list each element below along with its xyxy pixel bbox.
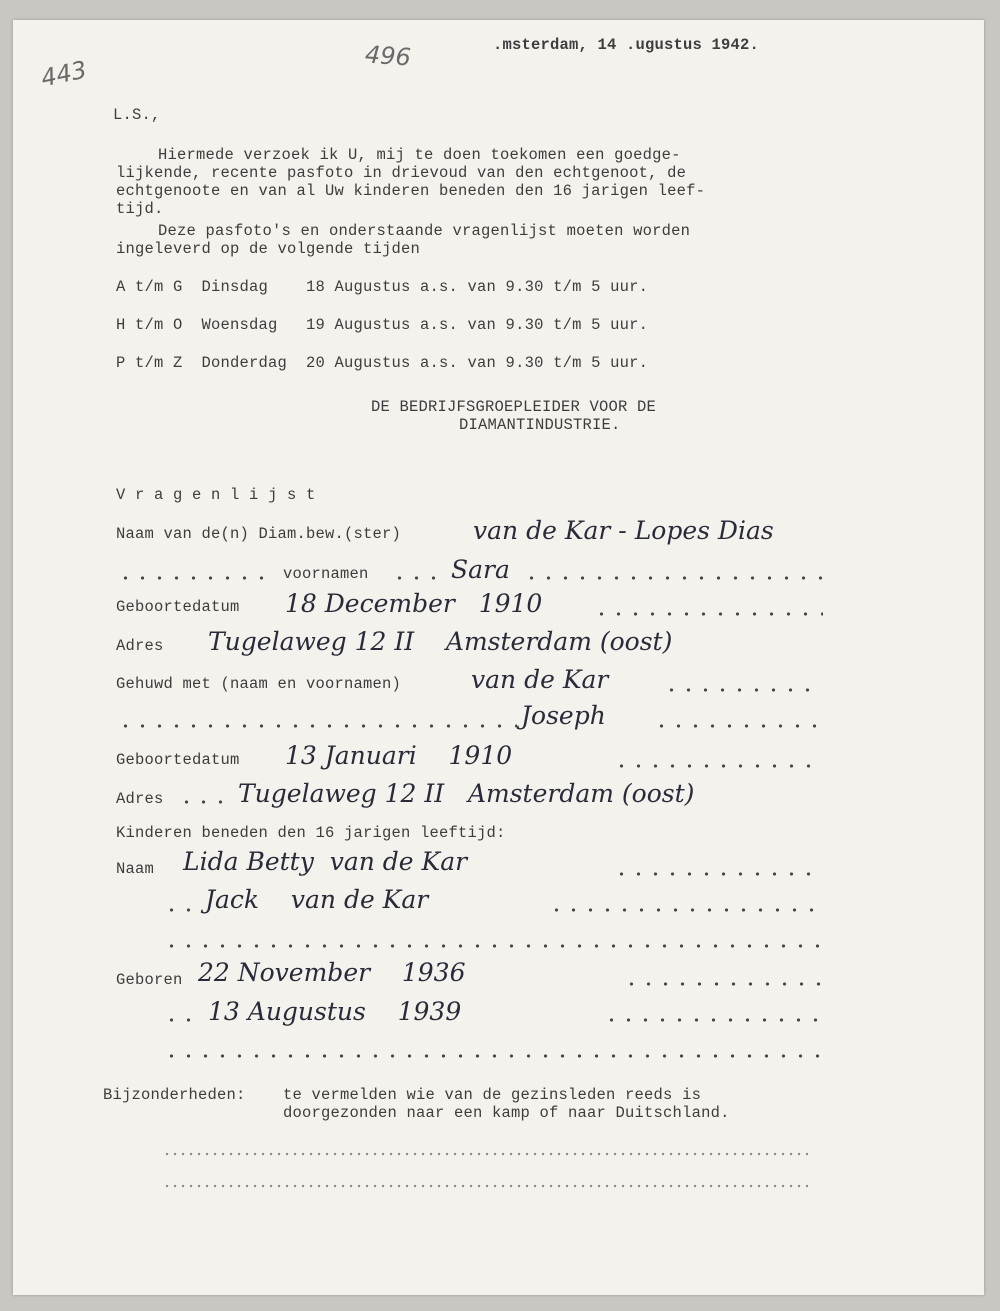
first-names-value: Sara xyxy=(451,555,510,584)
letter-para2-line1: Deze pasfoto's en onderstaande vragenlijst moeten worden xyxy=(158,222,691,240)
child-born: 22 November 1936 xyxy=(198,958,466,987)
schedule-row: H t/m O Woensdag 19 Augustus a.s. van 9.30 t/m 5 uur. xyxy=(116,316,649,334)
remarks-text-line2: doorgezonden naar een kamp of naar Duitschland. xyxy=(283,1104,730,1122)
letter-para1-line2: lijkende, recente pasfoto in drievoud van den echtgenoot, de xyxy=(116,164,687,182)
place-date: .msterdam, 14 .ugustus 1942. xyxy=(493,36,760,54)
address-value: Tugelaweg 12 II Amsterdam (oost) xyxy=(208,627,673,656)
letter-para1-line3: echtgenoote en van al Uw kinderen beneden den 16 jarigen leef- xyxy=(116,182,706,200)
first-names-label: voornamen xyxy=(283,565,369,583)
child-born: 13 Augustus 1939 xyxy=(208,997,462,1026)
dotted-leader xyxy=(391,576,446,580)
dotted-leader xyxy=(117,576,267,580)
birthdate-value: 18 December 1910 xyxy=(285,589,543,618)
pencil-note-left: 443 xyxy=(38,55,90,93)
dotted-leader xyxy=(163,1054,823,1058)
dotted-leader xyxy=(653,724,823,728)
remarks-label: Bijzonderheden: xyxy=(103,1086,246,1104)
letter-para2-line2: ingeleverd op de volgende tijden xyxy=(116,240,421,258)
schedule-row: P t/m Z Donderdag 20 Augustus a.s. van 9.30 t/m 5 uur. xyxy=(116,354,649,372)
dotted-leader xyxy=(663,688,823,692)
dotted-leader xyxy=(163,1184,808,1188)
name-value: van de Kar - Lopes Dias xyxy=(473,516,774,545)
spouse-first-names-value: Joseph xyxy=(521,701,606,730)
dotted-leader xyxy=(623,982,823,986)
signature-line1: DE BEDRIJFSGROEPLEIDER VOOR DE xyxy=(371,398,657,416)
dotted-leader xyxy=(593,612,823,616)
remarks-text-line1: te vermelden wie van de gezinsleden reeds is xyxy=(283,1086,702,1104)
salutation: L.S., xyxy=(113,106,161,124)
children-label: Kinderen beneden den 16 jarigen leeftijd: xyxy=(116,824,506,842)
dotted-leader xyxy=(613,872,823,876)
born-label: Geboren xyxy=(116,971,183,989)
schedule-row: A t/m G Dinsdag 18 Augustus a.s. van 9.30 t/m 5 uur. xyxy=(116,278,649,296)
dotted-leader xyxy=(178,800,233,804)
dotted-leader xyxy=(163,1018,203,1022)
name-label: Naam van de(n) Diam.bew.(ster) xyxy=(116,525,402,543)
dotted-leader xyxy=(613,764,823,768)
spouse-birthdate-label: Geboortedatum xyxy=(116,751,240,769)
document-page xyxy=(13,20,984,1295)
child-name: Lida Betty van de Kar xyxy=(183,847,468,876)
dotted-leader xyxy=(117,724,517,728)
address-label: Adres xyxy=(116,637,164,655)
dotted-leader xyxy=(523,576,823,580)
spouse-address-label: Adres xyxy=(116,790,164,808)
spouse-address-value: Tugelaweg 12 II Amsterdam (oost) xyxy=(238,779,695,808)
married-label: Gehuwd met (naam en voornamen) xyxy=(116,675,402,693)
spouse-birthdate-value: 13 Januari 1910 xyxy=(285,741,513,770)
pencil-note-top: 496 xyxy=(364,40,412,72)
children-name-label: Naam xyxy=(116,860,155,878)
dotted-leader xyxy=(163,1152,808,1156)
dotted-leader xyxy=(603,1018,823,1022)
dotted-leader xyxy=(163,908,203,912)
dotted-leader xyxy=(548,908,823,912)
dotted-leader xyxy=(163,944,823,948)
child-name: Jack van de Kar xyxy=(205,885,429,914)
form-title: V r a g e n l i j s t xyxy=(116,486,316,504)
signature-line2: DIAMANTINDUSTRIE. xyxy=(459,416,621,434)
letter-para1-line4: tijd. xyxy=(116,200,164,218)
letter-para1-line1: Hiermede verzoek ik U, mij te doen toekomen een goedge- xyxy=(158,146,681,164)
birthdate-label: Geboortedatum xyxy=(116,598,240,616)
married-value: van de Kar xyxy=(471,665,609,694)
